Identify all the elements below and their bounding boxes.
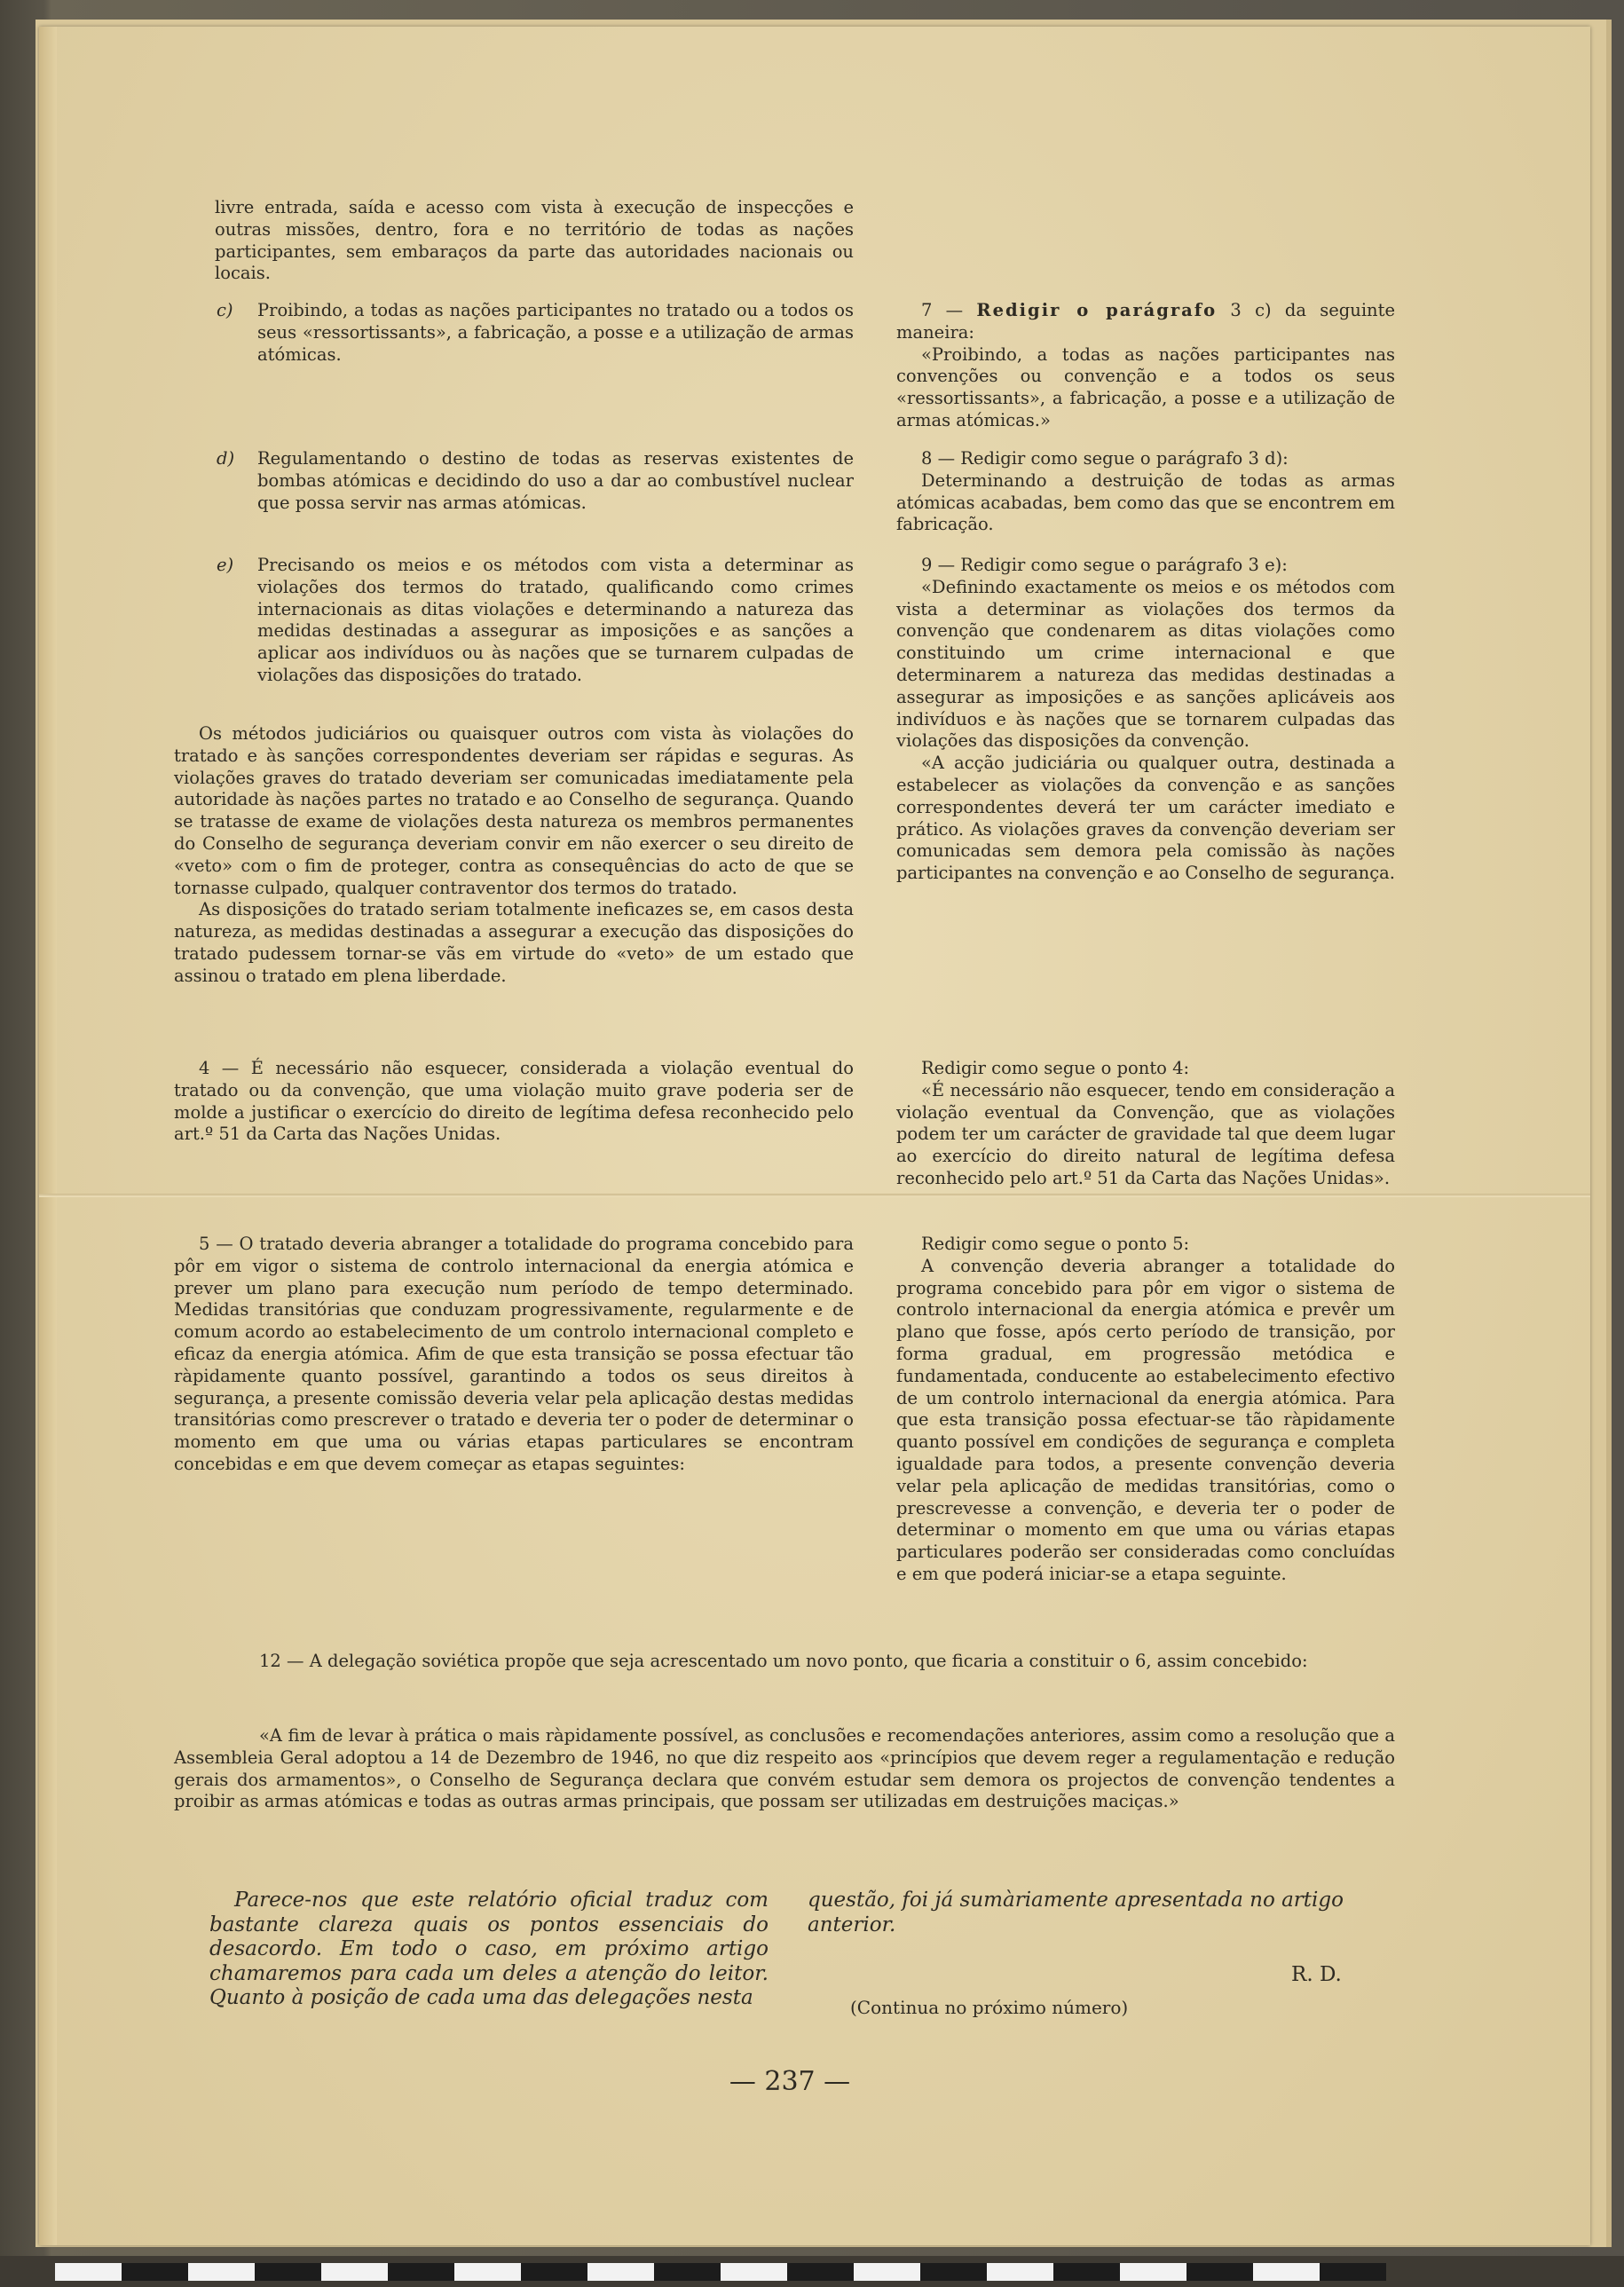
left-paragraph-metodos: Os métodos judiciários ou quaisquer outros com vista às violações do tratado e às sanções correspondentes deveriam ser rápidas e seguras. As violações graves do tratado deveriam ser comunicadas imediatamente pela autoridade às nações partes no tratado e ao Conselho de segurança. Quando se tratasse de exame de violações desta natureza os membros permanentes do Conselho de segurança deveriam convir em não exercer o seu direito de «veto» com o fim de proteger, contra as consequências do acto de que se tornasse culpado, qualquer contraventor dos termos do tratado. As disposições do tratado seriam totalmente ineficazes se, em casos desta natureza, as medidas destinadas a assegurar a execução das disposições do tratado pudessem tornar-se vãs em virtude do «veto» de um estado que assinou o tratado em plena liberdade. [174, 723, 854, 986]
left-item-d: d) Regulamentando o destino de todas as reservas existentes de bombas atómicas e decidindo do uso a dar ao combustível nuclear que possa servir nas armas atómicas. [217, 448, 854, 513]
continued-note: (Continua no próximo número) [850, 1997, 1129, 2018]
left-item-e: e) Precisando os meios e os métodos com vista a determinar as violações dos termos do tratado, qualificando como crimes internacionais as ditas violações e determinando a natureza das medidas destinadas a assegurar as imposições e as sanções a aplicar aos indivíduos ou às nações que se turnarem culpadas de violações das disposições do tratado. [217, 555, 854, 685]
item-label-c: c) [217, 300, 233, 320]
point-12-quote: «A fim de levar à prática o mais ràpidamente possível, as conclusões e recomendações anteriores, assim como a resolução que a Assembleia Geral adoptou a 14 de Dezembro de 1946, no que diz respeito aos «princípios que devem reger a regulamentação e redução gerais dos armamentos», o Conselho de Segurança declara que convém estudar sem demora os projectos de convenção tendentes a proibir as armas atómicas e todas as outras armas principais, que possam ser utilizadas em destruições maciças.» [174, 1725, 1395, 1812]
editorial-note-right: questão, foi já sumàriamente apresentada no artigo anterior. [808, 1889, 1344, 1936]
p7-heading-spaced: Redigir o parágrafo [976, 300, 1218, 320]
color-scale-bar [55, 2263, 1386, 2281]
editorial-note-left: Parece-nos que este relatório oficial traduz com bastante clareza quais os pontos essenciais do desacordo. Em todo o caso, em próximo artigo chamaremos para cada um deles a atenção do leitor. Quanto à posição de cada uma das delegações nesta [209, 1889, 769, 2009]
right-point-5: Redigir como segue o ponto 5: A convenção deveria abranger a totalidade do programa concebido para pôr em vigor o sistema de controlo internacional da energia atómica e prevêr um plano que fosse, após certo período de transição, por forma gradual, em progressão metódica e fundamentada, conducente ao estabelecimento efectivo de um controlo internacional da energia atómica. Para que esta transição possa efectuar-se tão ràpidamente quanto possível em condições de segurança e completa igualdade para todos, a presente convenção deveria velar pela aplicação de medidas transitórias, como o prescrevesse a convenção, e deveria ter o poder de determinar o momento em que uma ou várias etapas particulares poderão ser consideradas como concluídas e em que poderá iniciar-se a etapa seguinte. [896, 1234, 1395, 1584]
left-point-5: 5 — O tratado deveria abranger a totalidade do programa concebido para pôr em vigor o sistema de controlo internacional da energia atómica e prever um plano para execução num período de tempo determinado. Medidas transitórias que conduzam progressivamente, regularmente e de comum acordo ao estabelecimento de um controlo internacional completo e eficaz da energia atómica. Afim de que esta transição se possa efectuar tão ràpidamente quanto possível, garantindo a todos os seus direitos à segurança, a presente comissão deveria velar pela aplicação destas medidas transitórias como prescrever o tratado e deveria ter o poder de determinar o momento em que uma ou várias etapas particulares se encontram concebidas e em que devem começar as etapas seguintes: [174, 1234, 854, 1474]
right-point-4: Redigir como segue o ponto 4: «É necessário não esquecer, tendo em consideração a violação eventual da Convenção, que as violações podem ter um carácter de gravidade tal que deem lugar ao exercício do direito natural de legítima defesa reconhecido pelo art.º 51 da Carta das Nações Unidas». [896, 1058, 1395, 1188]
right-point-9: 9 — Redigir como segue o parágrafo 3 e): «Definindo exactamente os meios e os métodos com vista a determinar as violações dos termos da convenção que condenarem as ditas violações como constituindo um crime internacional e que determinarem a natureza das medidas destinadas a assegurar as imposições e as sanções aplicáveis aos indivíduos e às nações que se tornarem culpadas das violações das disposições da convenção. «A acção judiciária ou qualquer outra, destinada a estabelecer as violações da convenção e as sanções correspondentes deverá ter um carácter imediato e prático. As violações graves da convenção deveriam ser comunicadas sem demora pela comissão às nações participantes na convenção e ao Conselho de segurança. [896, 555, 1395, 884]
page-number: — 237 — [729, 2066, 851, 2097]
page-fold-line [39, 1194, 1590, 1197]
right-point-8: 8 — Redigir como segue o parágrafo 3 d): Determinando a destruição de todas as armas atómicas acabadas, bem como das que se encontrem em fabricação. [896, 448, 1395, 535]
left-item-c: c) Proibindo, a todas as nações participantes no tratado ou a todos os seus «ressortissants», a fabricação, a posse e a utilização de armas atómicas. [217, 300, 854, 365]
left-point-4: 4 — É necessário não esquecer, considerada a violação eventual do tratado ou da convenção, que uma violação muito grave poderia ser de molde a justificar o exercício do direito de legítima defesa reconhecido pelo art.º 51 da Carta das Nações Unidas. [174, 1058, 854, 1145]
item-label-d: d) [217, 448, 235, 469]
author-signature: R. D. [1291, 1963, 1342, 1986]
left-paragraph-disposicoes: As disposições do tratado seriam totalmente ineficazes se, em casos desta natureza, as medidas destinadas a assegurar a execução das disposições do tratado pudessem tornar-se vãs em virtude do «veto» de um estado que assinou o tratado em plena liberdade. [174, 899, 854, 986]
right-point-7: 7 — Redigir o parágrafo 3 c) da seguinte maneira: «Proibindo, a todas as nações participantes nas convenções ou convenção e a todos os seus «ressortissants», a fabricação, a posse e a utilização de armas atómicas.» [896, 300, 1395, 430]
item-label-e: e) [217, 555, 234, 575]
p7-number: 7 — [921, 300, 977, 320]
page-edge-shadow [39, 27, 57, 2245]
point-12: 12 — A delegação soviética propõe que seja acrescentado um novo ponto, que ficaria a constituir o 6, assim concebido: [259, 1651, 1308, 1671]
p7-heading-rest: 3 c) da seguinte maneira: [896, 300, 1395, 343]
left-intro: livre entrada, saída e acesso com vista à execução de inspecções e outras missões, dentro, fora e no território de todas as nações participantes, sem embaraços da parte das autoridades nacionais ou locais. [215, 197, 854, 284]
